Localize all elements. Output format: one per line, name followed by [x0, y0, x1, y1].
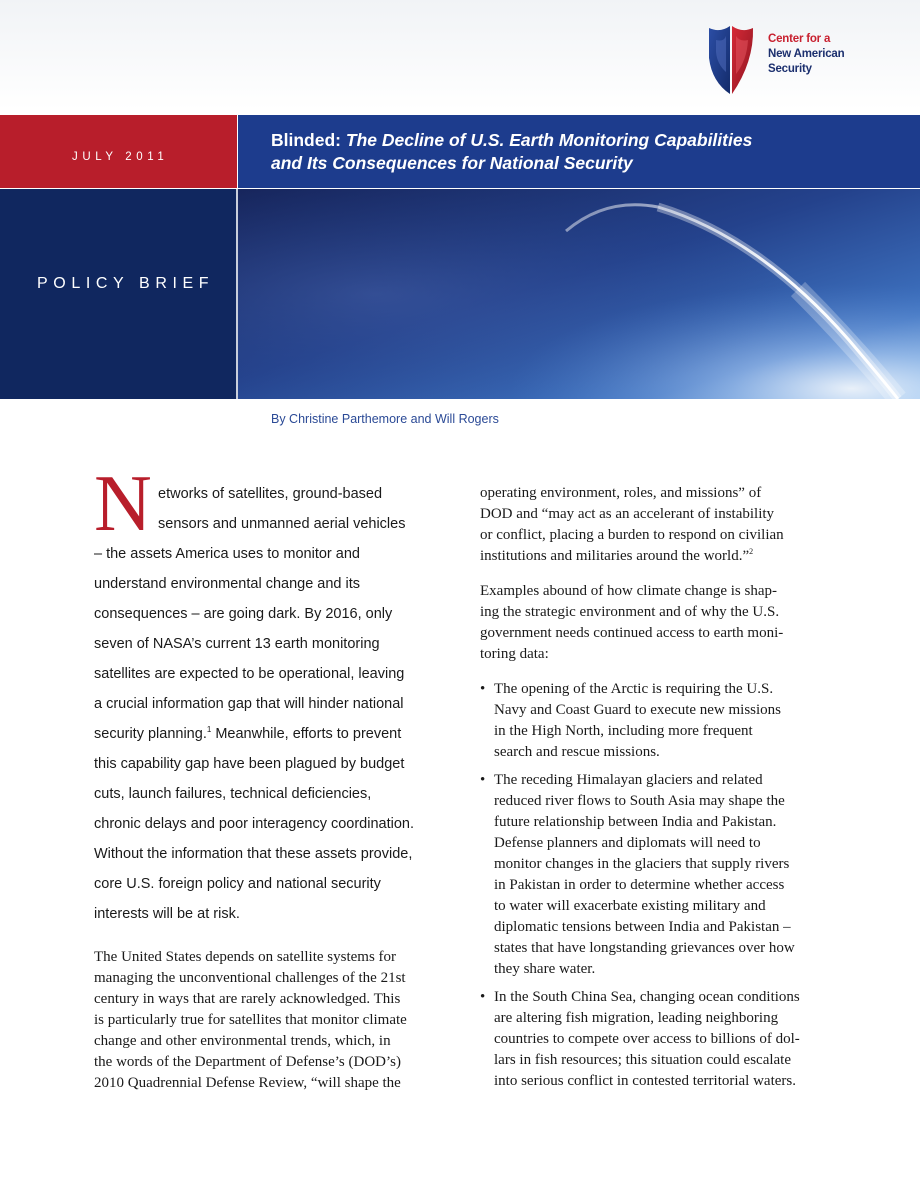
bullet-dot-1: •: [480, 681, 486, 697]
footnote-ref-1[interactable]: 1: [206, 725, 212, 735]
lead-line-8: a crucial information gap that will hinder national: [94, 696, 404, 712]
bullet-1-line-3: in the High North, including more frequent: [494, 723, 753, 739]
bullet-2-line-5: monitor changes in the glaciers that supply rivers: [494, 856, 790, 872]
body-left-line-1: The United States depends on satellite systems for: [94, 949, 397, 965]
bullet-2-line-8: diplomatic tensions between India and Pakistan –: [494, 919, 791, 935]
bullet-2-line-2: reduced river flows to South Asia may shape the: [494, 793, 785, 809]
bullet-2-line-3: future relationship between India and Pakistan.: [494, 814, 777, 830]
lead-line-7: satellites are expected to be operational, leaving: [94, 666, 405, 682]
body-right-p2-line-3: government needs continued access to earth moni-: [480, 625, 784, 641]
cnas-logo[interactable]: [706, 24, 866, 98]
lead-line-6: seven of NASA’s current 13 earth monitoring: [94, 636, 380, 652]
lead-line-4: understand environmental change and its: [94, 576, 361, 592]
lead-line-2: sensors and unmanned aerial vehicles: [158, 516, 406, 532]
body-left-line-5: change and other environmental trends, which, in: [94, 1033, 391, 1049]
lead-line-12: chronic delays and poor interagency coordination.: [94, 816, 415, 832]
body-left-line-2: managing the unconventional challenges of the 21st: [94, 970, 406, 986]
title-italic-2: and Its Consequences for National Security: [271, 153, 633, 173]
page-title: [271, 129, 891, 175]
body-right-line-1: operating environment, roles, and missions” of: [480, 485, 762, 501]
body-right-p2-line-4: toring data:: [480, 646, 549, 662]
bullet-2-line-9: states that have longstanding grievances over how: [494, 940, 795, 956]
lead-line-14: core U.S. foreign policy and national security: [94, 876, 381, 892]
lead-line-10: this capability gap have been plagued by budget: [94, 756, 405, 772]
bullet-2-line-6: in Pakistan in order to determine whether access: [494, 877, 785, 893]
lead-line-5: consequences – are going dark. By 2016, only: [94, 606, 393, 622]
lead-line-9b: Meanwhile, efforts to prevent: [215, 726, 402, 742]
body-right-line-4: [480, 548, 753, 565]
lead-line-15: interests will be at risk.: [94, 906, 240, 922]
bullet-2-line-1: The receding Himalayan glaciers and related: [494, 772, 763, 788]
series-panel: [0, 189, 236, 399]
bullet-3-line-2: are altering fish migration, leading neighboring: [494, 1010, 779, 1026]
lead-line-3: – the assets America uses to monitor and: [94, 546, 360, 562]
bullet-1-line-1: The opening of the Arctic is requiring the U.S.: [494, 681, 774, 697]
bullet-1-line-4: search and rescue missions.: [494, 744, 660, 760]
bullet-dot-2: •: [480, 772, 486, 788]
bullet-2-line-4: Defense planners and diplomats will need to: [494, 835, 761, 851]
byline: By Christine Parthemore and Will Rogers: [271, 412, 499, 426]
series-label: POLICY BRIEF: [37, 275, 215, 292]
bullet-1-line-2: Navy and Coast Guard to execute new missions: [494, 702, 782, 718]
body-right-line-4-text: institutions and militaries around the world.”: [480, 548, 750, 564]
body-left-line-7: 2010 Quadrennial Defense Review, “will shape the: [94, 1075, 401, 1091]
drop-cap: N: [94, 460, 152, 548]
bullet-3-line-1: In the South China Sea, changing ocean conditions: [494, 989, 800, 1005]
footnote-ref-2[interactable]: 2: [749, 547, 754, 556]
lead-line-9a: security planning.: [94, 726, 207, 742]
body-left-line-6: the words of the Department of Defense’s (DOD’s): [94, 1054, 401, 1070]
lead-line-9: [94, 726, 401, 742]
body-right-p2-line-2: ing the strategic environment and of why the U.S.: [480, 604, 780, 620]
bullet-3-line-3: countries to compete over access to billions of dol-: [494, 1031, 800, 1047]
publication-date: JULY 2011: [72, 151, 169, 163]
logo-line-1: Center for a: [768, 33, 831, 45]
bullet-2-line-7: to water will exacerbate existing military and: [494, 898, 766, 914]
bullet-3-line-4: lars in fish resources; this situation could escalate: [494, 1052, 792, 1068]
lead-line-11: cuts, launch failures, technical deficiencies,: [94, 786, 372, 802]
logo-line-2: New American: [768, 48, 845, 60]
lead-line-1: etworks of satellites, ground-based: [158, 486, 383, 502]
body-right-p2-line-1: Examples abound of how climate change is shap-: [480, 583, 777, 599]
body-right-line-2: DOD and “may act as an accelerant of instability: [480, 506, 775, 522]
title-bold: Blinded:: [271, 130, 341, 150]
body-left-line-4: is particularly true for satellites that monitor climate: [94, 1012, 407, 1028]
bullet-3-line-5: into serious conflict in contested territorial waters.: [494, 1073, 796, 1089]
title-italic-1: The Decline of U.S. Earth Monitoring Capabilities: [345, 130, 753, 150]
shield-logo-icon: [706, 24, 762, 98]
bullet-2-line-10: they share water.: [494, 961, 596, 977]
lead-line-13: Without the information that these assets provide,: [94, 846, 413, 862]
logo-line-3: Security: [768, 63, 812, 75]
body-right-line-3: or conflict, placing a burden to respond on civilian: [480, 527, 784, 543]
body-left-line-3: century in ways that are rarely acknowledged. This: [94, 991, 401, 1007]
bullet-dot-3: •: [480, 989, 486, 1005]
rocket-launch-photo: [238, 189, 920, 399]
